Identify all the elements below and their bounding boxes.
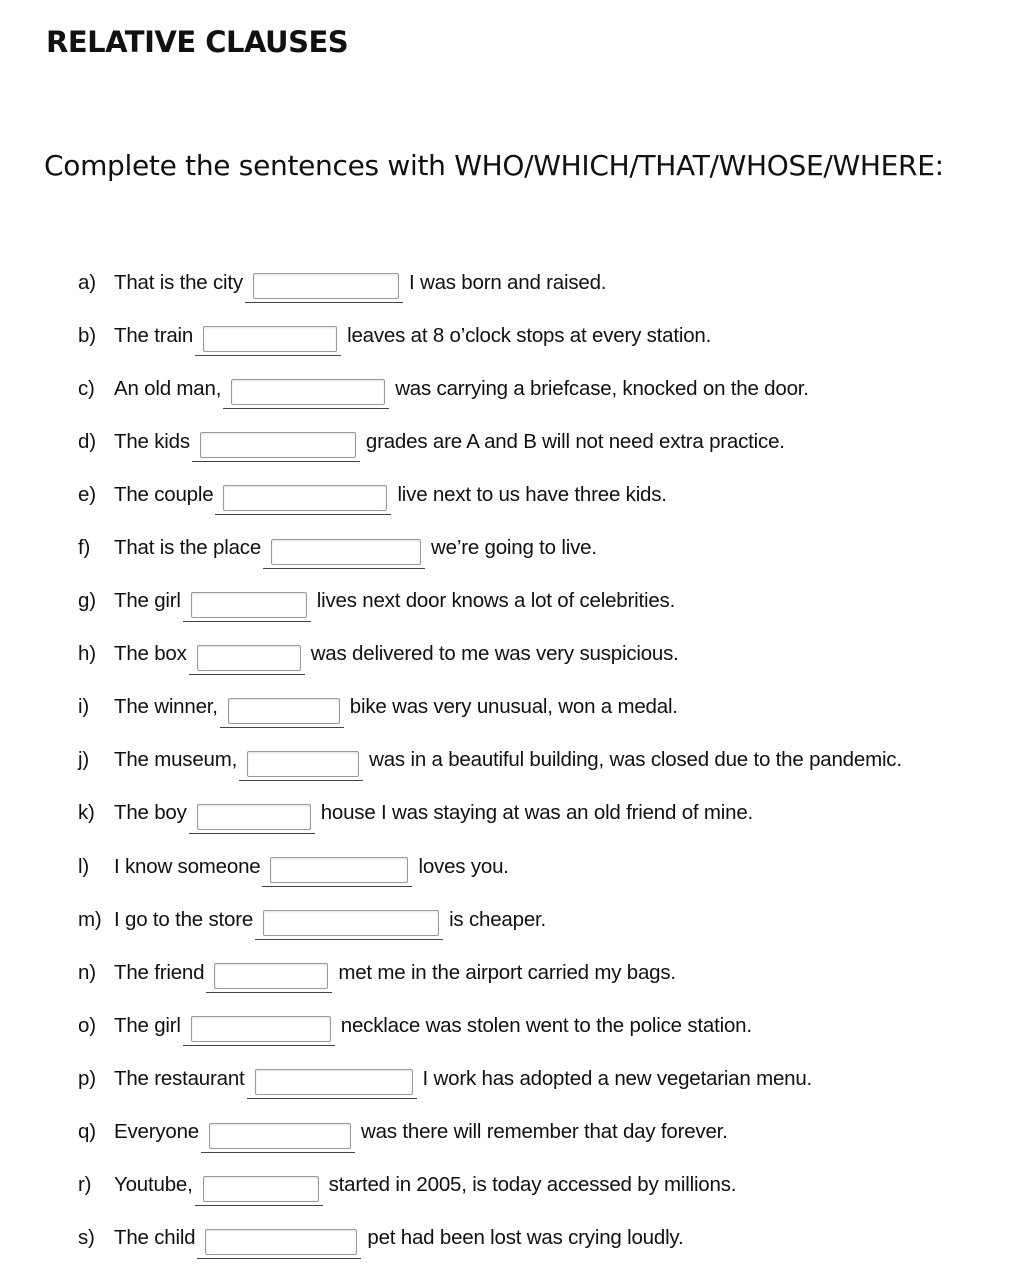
- sentence-start: I know someone: [114, 854, 261, 878]
- sentence-start: The museum,: [114, 748, 238, 772]
- exercise-item-i: [78, 681, 1018, 734]
- answer-input[interactable]: [203, 1176, 319, 1202]
- item-letter: k): [78, 801, 95, 825]
- answer-blank[interactable]: [247, 1066, 417, 1099]
- item-letter: h): [78, 642, 96, 666]
- answer-input[interactable]: [271, 539, 421, 565]
- sentence-start: An old man,: [114, 376, 222, 400]
- answer-blank[interactable]: [262, 854, 412, 887]
- sentence-start: The kids: [114, 429, 190, 453]
- exercise-item-a: [78, 256, 1018, 309]
- answer-input[interactable]: [205, 1229, 357, 1255]
- sentence-end: grades are A and B will not need extra practice.: [365, 429, 785, 453]
- item-letter: p): [78, 1066, 96, 1090]
- item-letter: a): [78, 270, 96, 294]
- exercise-item-c: [78, 362, 1018, 415]
- item-letter: c): [78, 376, 95, 400]
- sentence-start: Youtube,: [114, 1173, 193, 1197]
- exercise-item-m: [78, 893, 1018, 946]
- answer-blank[interactable]: [201, 1120, 355, 1153]
- sentence-start: The restaurant: [114, 1066, 245, 1090]
- sentence-end: was in a beautiful building, was closed due to the pandemic.: [369, 748, 902, 772]
- exercise-item-k: [78, 787, 1018, 840]
- item-letter: n): [78, 960, 96, 984]
- instruction-text: Complete the sentences with WHO/WHICH/THAT/WHOSE/WHERE:: [44, 149, 944, 182]
- sentence-start: The girl: [114, 589, 181, 613]
- sentence-start: The box: [114, 642, 187, 666]
- answer-blank[interactable]: [195, 1173, 323, 1206]
- answer-blank[interactable]: [189, 801, 315, 834]
- exercise-item-j: [78, 734, 1018, 787]
- sentence-start: That is the place: [114, 536, 262, 560]
- sentence-end: necklace was stolen went to the police station.: [340, 1013, 752, 1037]
- answer-input[interactable]: [197, 645, 301, 671]
- answer-blank[interactable]: [197, 1226, 361, 1259]
- item-letter: s): [78, 1226, 95, 1250]
- answer-blank[interactable]: [195, 323, 341, 356]
- answer-blank[interactable]: [245, 270, 403, 303]
- item-letter: q): [78, 1120, 96, 1144]
- sentence-end: pet had been lost was crying loudly.: [367, 1226, 684, 1250]
- sentence-end: was there will remember that day forever.: [361, 1120, 728, 1144]
- sentence-end: live next to us have three kids.: [397, 482, 667, 506]
- sentence-start: The boy: [114, 801, 187, 825]
- exercise-item-p: [78, 1052, 1018, 1105]
- sentence-end: lives next door knows a lot of celebrities.: [316, 589, 676, 613]
- exercise-item-f: [78, 521, 1018, 574]
- exercise-item-h: [78, 628, 1018, 681]
- answer-blank[interactable]: [183, 589, 311, 622]
- exercise-item-d: [78, 415, 1018, 468]
- answer-blank[interactable]: [223, 376, 389, 409]
- answer-input[interactable]: [209, 1123, 351, 1149]
- sentence-start: The couple: [114, 482, 214, 506]
- answer-blank[interactable]: [239, 748, 363, 781]
- exercise-item-g: [78, 575, 1018, 628]
- answer-input[interactable]: [247, 751, 359, 777]
- item-letter: j): [78, 748, 89, 772]
- item-letter: i): [78, 695, 89, 719]
- exercise-item-n: [78, 946, 1018, 999]
- sentence-start: The child: [114, 1226, 196, 1250]
- item-letter: f): [78, 536, 91, 560]
- item-letter: b): [78, 323, 96, 347]
- item-letter: e): [78, 482, 96, 506]
- sentence-start: The friend: [114, 960, 205, 984]
- answer-input[interactable]: [197, 804, 311, 830]
- answer-input[interactable]: [191, 592, 307, 618]
- sentence-start: The train: [114, 323, 194, 347]
- exercise-item-l: [78, 840, 1018, 893]
- sentence-end: was carrying a briefcase, knocked on the door.: [395, 376, 809, 400]
- sentence-end: house I was staying at was an old friend of mine.: [320, 801, 754, 825]
- item-letter: r): [78, 1173, 92, 1197]
- answer-input[interactable]: [263, 910, 439, 936]
- answer-input[interactable]: [270, 857, 408, 883]
- sentence-end: loves you.: [418, 854, 509, 878]
- answer-blank[interactable]: [215, 482, 391, 515]
- sentence-end: was delivered to me was very suspicious.: [310, 642, 679, 666]
- sentence-end: started in 2005, is today accessed by millions.: [328, 1173, 737, 1197]
- answer-input[interactable]: [253, 273, 399, 299]
- answer-input[interactable]: [200, 432, 356, 458]
- sentence-end: bike was very unusual, won a medal.: [349, 695, 678, 719]
- answer-input[interactable]: [231, 379, 385, 405]
- sentence-end: met me in the airport carried my bags.: [338, 960, 676, 984]
- sentence-start: The girl: [114, 1013, 181, 1037]
- sentence-end: I was born and raised.: [408, 270, 607, 294]
- sentence-start: The winner,: [114, 695, 218, 719]
- sentence-end: leaves at 8 o’clock stops at every station.: [347, 323, 712, 347]
- exercise-item-b: [78, 309, 1018, 362]
- exercise-item-o: [78, 999, 1018, 1052]
- page-title: RELATIVE CLAUSES: [46, 25, 349, 59]
- answer-blank[interactable]: [189, 642, 305, 675]
- sentence-end: is cheaper.: [449, 907, 547, 931]
- exercise-item-s: [78, 1212, 1018, 1265]
- answer-blank[interactable]: [255, 907, 443, 940]
- answer-blank[interactable]: [220, 695, 344, 728]
- item-letter: o): [78, 1013, 96, 1037]
- answer-blank[interactable]: [192, 429, 360, 462]
- sentence-end: I work has adopted a new vegetarian menu.: [422, 1066, 813, 1090]
- exercise-list: [78, 256, 1018, 1265]
- item-letter: l): [78, 854, 89, 878]
- answer-input[interactable]: [228, 698, 340, 724]
- item-letter: d): [78, 429, 96, 453]
- answer-input[interactable]: [223, 485, 387, 511]
- sentence-end: we’re going to live.: [431, 536, 597, 560]
- answer-input[interactable]: [255, 1069, 413, 1095]
- sentence-start: I go to the store: [114, 907, 254, 931]
- answer-input[interactable]: [203, 326, 337, 352]
- answer-blank[interactable]: [183, 1013, 335, 1046]
- sentence-start: That is the city: [114, 270, 243, 294]
- answer-input[interactable]: [191, 1016, 331, 1042]
- item-letter: m): [78, 907, 102, 931]
- exercise-item-e: [78, 468, 1018, 521]
- sentence-start: Everyone: [114, 1120, 200, 1144]
- exercise-item-q: [78, 1106, 1018, 1159]
- exercise-item-r: [78, 1159, 1018, 1212]
- answer-input[interactable]: [214, 963, 328, 989]
- item-letter: g): [78, 589, 96, 613]
- answer-blank[interactable]: [206, 960, 332, 993]
- answer-blank[interactable]: [263, 536, 425, 569]
